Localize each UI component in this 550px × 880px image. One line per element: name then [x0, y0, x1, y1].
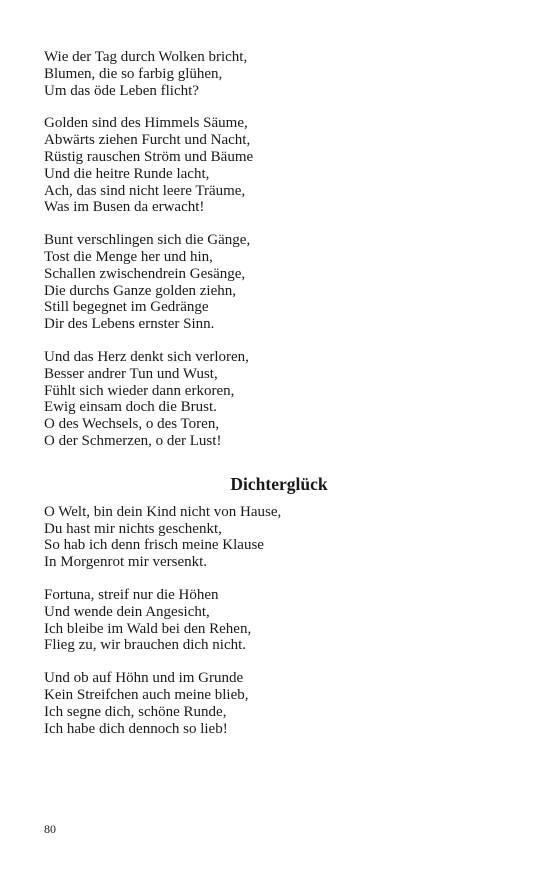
stanza	[44, 587, 514, 654]
verse-line: Ich habe dich dennoch so lieb!	[44, 720, 228, 737]
verse-line: Dir des Lebens ernster Sinn.	[44, 316, 215, 333]
verse-line: Und das Herz denkt sich verloren,	[44, 348, 249, 365]
verse-line: Still begegnet im Gedränge	[44, 299, 209, 316]
verse-line: Wie der Tag durch Wolken bricht,	[44, 49, 248, 65]
poem-continued	[44, 49, 514, 450]
verse-line: Bunt verschlingen sich die Gänge,	[44, 232, 251, 249]
verse-line: In Morgenrot mir versenkt.	[44, 554, 208, 571]
verse-line: Ewig einsam doch die Brust.	[44, 399, 217, 416]
page-number: 80	[44, 822, 56, 836]
verse-line: Ich segne dich, schöne Runde,	[44, 703, 227, 720]
stanza	[44, 504, 514, 571]
verse-line: Du hast mir nichts geschenkt,	[44, 520, 222, 537]
verse-line: Kein Streifchen auch meine blieb,	[44, 686, 249, 703]
verse-line: Fühlt sich wieder dann erkoren,	[44, 382, 235, 399]
verse-line: So hab ich denn frisch meine Klause	[44, 537, 264, 554]
verse-line: Und wende dein Angesicht,	[44, 603, 210, 620]
verse-line: Und die heitre Runde lacht,	[44, 165, 210, 182]
verse-line: O des Wechsels, o des Toren,	[44, 416, 220, 433]
verse-line: Die durchs Ganze golden ziehn,	[44, 282, 237, 299]
verse-line: Um das öde Leben flicht?	[44, 82, 199, 99]
poem-title: Dichterglück	[230, 473, 328, 494]
stanza	[44, 670, 514, 737]
verse-line: Was im Busen da erwacht!	[44, 199, 205, 216]
verse-line: Fortuna, streif nur die Höhen	[44, 586, 219, 603]
verse-line: O der Schmerzen, o der Lust!	[44, 432, 222, 449]
page-content	[44, 49, 514, 753]
stanza	[44, 115, 514, 216]
verse-line: Ach, das sind nicht leere Träume,	[44, 182, 246, 199]
stanza	[44, 49, 514, 99]
verse-line: Schallen zwischendrein Gesänge,	[44, 265, 246, 282]
verse-line: O Welt, bin dein Kind nicht von Hause,	[44, 503, 282, 520]
stanza	[44, 349, 514, 450]
verse-line: Flieg zu, wir brauchen dich nicht.	[44, 637, 247, 654]
verse-line: Tost die Menge her und hin,	[44, 248, 213, 265]
stanza	[44, 232, 514, 333]
poem-dichterglueck	[44, 504, 514, 738]
verse-line: Ich bleibe im Wald bei den Rehen,	[44, 620, 252, 637]
verse-line: Und ob auf Höhn und im Grunde	[44, 670, 244, 687]
verse-line: Rüstig rauschen Ström und Bäume	[44, 148, 254, 165]
verse-line: Besser andrer Tun und Wust,	[44, 365, 218, 382]
verse-line: Blumen, die so farbig glühen,	[44, 65, 223, 82]
verse-line: Golden sind des Himmels Säume,	[44, 115, 248, 132]
verse-line: Abwärts ziehen Furcht und Nacht,	[44, 132, 251, 149]
